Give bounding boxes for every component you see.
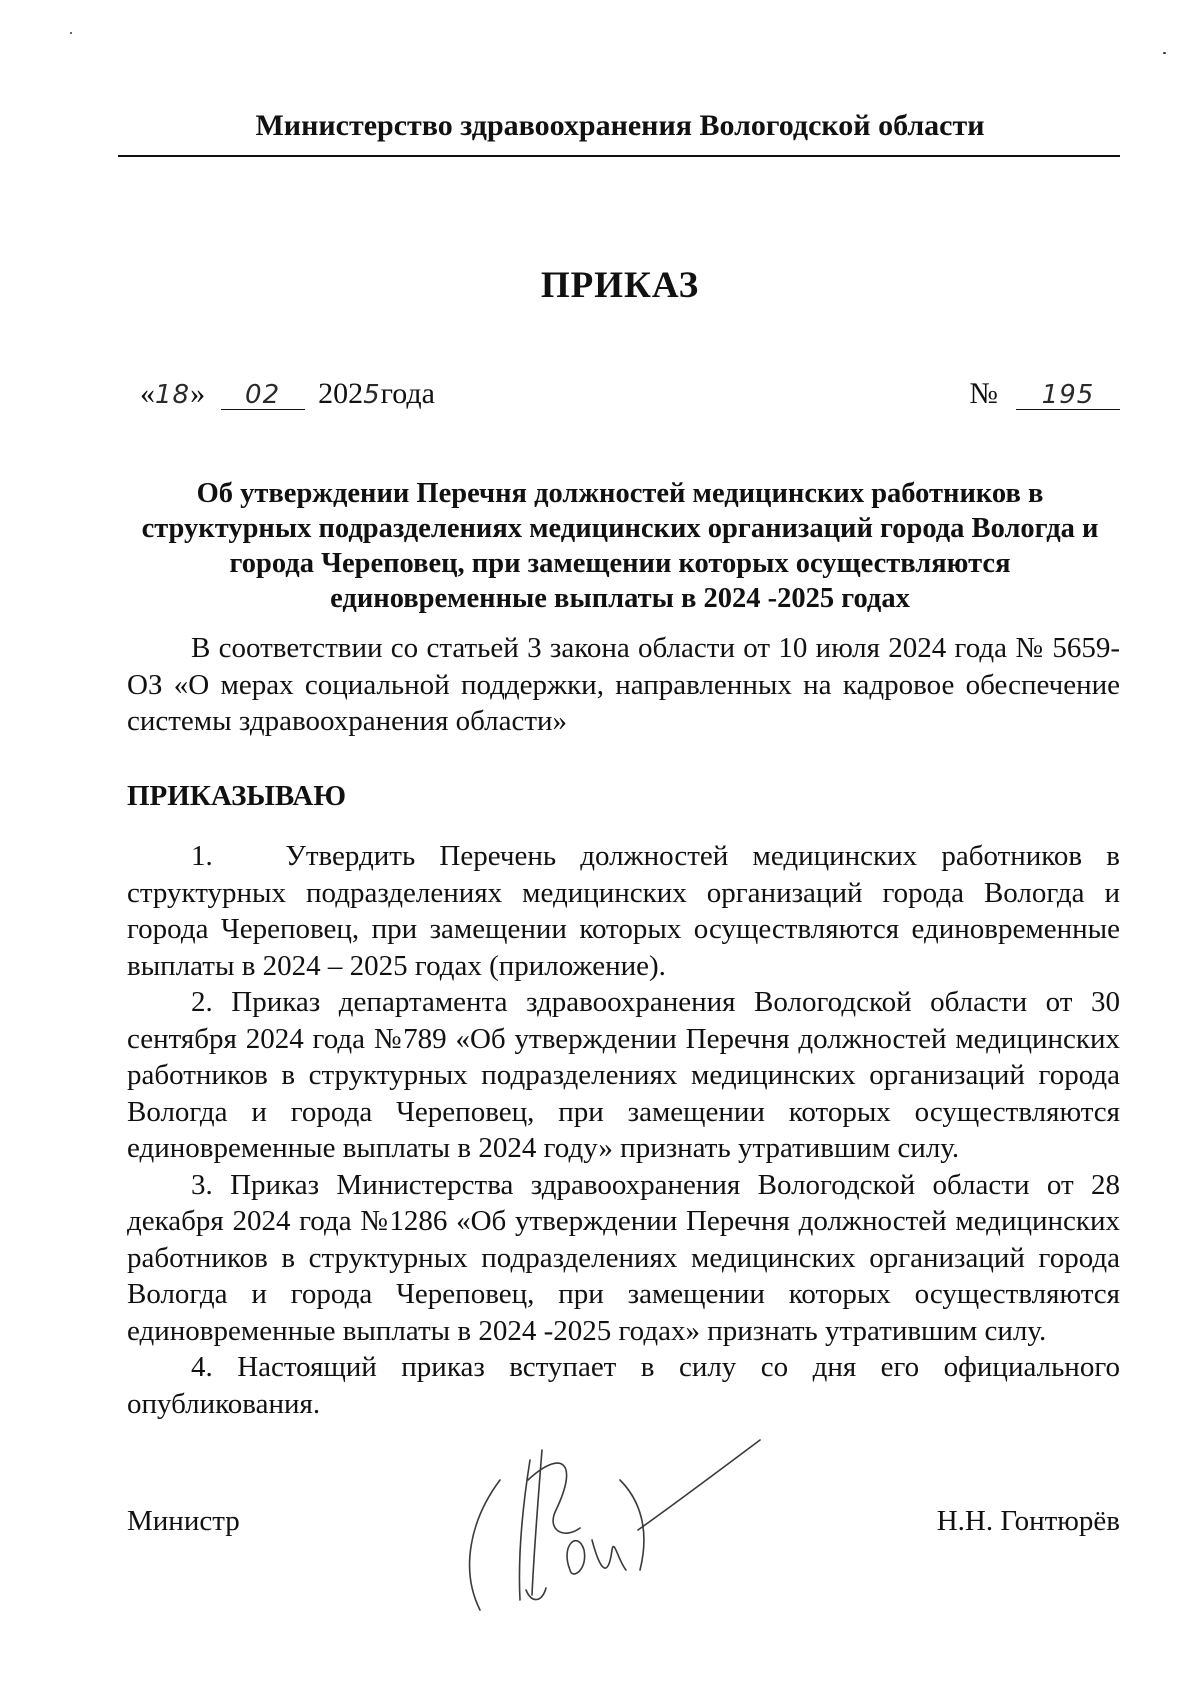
signatory-name: Н.Н. Гонтюрёв [936, 1505, 1120, 1537]
document-number [969, 376, 1120, 412]
date-suffix: года [380, 377, 435, 410]
date-year-handwritten: 5 [363, 380, 381, 410]
scan-speck [70, 32, 72, 34]
order-item-4: 4. Настоящий приказ вступает в силу со дня его официального опубликования. [127, 1351, 1120, 1420]
date-number-row [140, 376, 1120, 416]
document-date [140, 376, 435, 413]
header-divider [118, 155, 1120, 157]
date-year-printed: 202 [318, 377, 364, 410]
signature-block [127, 1503, 1120, 1563]
document-title: ПРИКАЗ [540, 265, 700, 306]
order-item-1: 1. Утвердить Перечень должностей медицинских работников в структурных подразделениях медицинских организаций города Вологда и города Череповец, при замещении которых осуществляются единовременные выплаты в 2024 – 2025 годах (приложение). [127, 840, 1120, 982]
order-item-2: 2. Приказ департамента здравоохранения Вологодской области от 30 сентября 2024 года №789 «Об утверждении Перечня должностей медицинских работников в структурных подразделениях медицинских организаций города Вологда и города Череповец, при замещении которых осуществляются единовременные выплаты в 2024 году» признать утратившим силу. [127, 986, 1120, 1164]
date-year [318, 376, 381, 413]
date-open-quote: « [140, 377, 155, 410]
ministry-header: Министерство здравоохранения Вологодской области [255, 109, 985, 142]
number-value: 195 [1016, 381, 1120, 410]
date-day: 18 [155, 380, 191, 410]
legal-basis: В соответствии со статьей 3 закона области от 10 июля 2024 года № 5659-ОЗ «О мерах социальной поддержки, направленных на кадровое обеспечение системы здравоохранения области» [127, 632, 1120, 737]
order-items [127, 838, 1120, 1422]
scan-speck [1163, 52, 1166, 54]
order-item-3: 3. Приказ Министерства здравоохранения Вологодской области от 28 декабря 2024 года №1286 «Об утверждении Перечня должностей медицинских работников в структурных подразделениях медицинских организаций города Вологда и города Череповец, при замещении которых осуществляются единовременные выплаты в 2024 -2025 годах» признать утратившим силу. [127, 1168, 1120, 1347]
order-word: ПРИКАЗЫВАЮ [127, 780, 346, 812]
date-close-quote: » [190, 377, 206, 410]
signatory-position: Министр [127, 1505, 240, 1537]
number-sign: № [969, 377, 998, 410]
document-subject: Об утверждении Перечня должностей медицинских работников в структурных подразделениях медицинских организаций города Вологда и города Череповец, при замещении которых осуществляются единовременные выплаты в 2024 -2025 годах [141, 478, 1099, 614]
date-month: 02 [221, 381, 305, 410]
